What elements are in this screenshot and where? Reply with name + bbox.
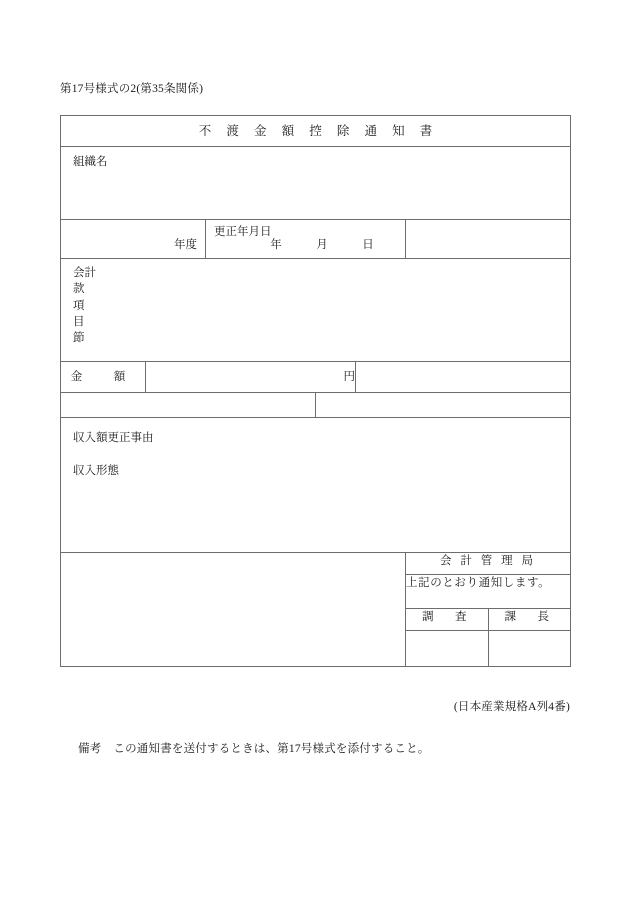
accounting-item-ko: 項	[73, 299, 85, 312]
accounting-item-setsu: 節	[73, 332, 85, 345]
table-row-approval	[61, 553, 571, 667]
correction-date-units	[206, 237, 405, 254]
amount-value-cell[interactable]	[146, 362, 356, 393]
amount-label: 金 額	[70, 370, 136, 383]
approval-table	[406, 553, 570, 666]
approval-column-inspection: 調 査	[406, 609, 488, 631]
approval-row-signatures	[406, 631, 570, 667]
fiscal-year-label: 年度	[174, 239, 197, 252]
approval-box	[406, 553, 571, 667]
correction-date-label: 更正年月日	[214, 226, 272, 238]
reason-label-income-type: 収入形態	[73, 464, 119, 477]
accounting-item-kan: 款	[73, 283, 85, 296]
table-row-fiscal-date	[61, 220, 571, 259]
date-unit-year: 年	[270, 239, 282, 252]
accounting-item-moku: 目	[73, 315, 85, 328]
form-title: 不 渡 金 額 控 除 通 知 書	[198, 123, 439, 138]
approval-column-section-chief: 課 長	[488, 609, 570, 631]
approval-row-note	[406, 575, 570, 609]
fiscal-date-extra-cell[interactable]	[406, 220, 571, 259]
reason-label-correction: 収入額更正事由	[73, 432, 154, 444]
remark-line	[78, 740, 430, 756]
accounting-item-kaikei: 会計	[73, 267, 96, 279]
approval-blank-cell[interactable]	[61, 553, 406, 667]
correction-date-cell[interactable]	[206, 220, 406, 259]
remark-label: 備考	[78, 743, 102, 755]
approval-row-columns	[406, 609, 570, 631]
paper-size-note: (日本産業規格A列4番)	[453, 701, 570, 713]
table-row-title	[61, 116, 571, 147]
table-row-accounting	[61, 259, 571, 362]
approval-signature-inspection[interactable]	[406, 631, 488, 667]
amount-extra-cell[interactable]	[356, 362, 571, 393]
spacer-cell-left[interactable]	[61, 393, 316, 418]
fiscal-year-cell[interactable]	[61, 220, 206, 259]
organization-cell[interactable]	[61, 147, 571, 220]
approval-signature-section-chief[interactable]	[488, 631, 570, 667]
approval-bureau-label: 会 計 管 理 局	[406, 553, 570, 575]
amount-label-cell	[61, 362, 146, 393]
accounting-classification-cell[interactable]	[61, 259, 571, 362]
accounting-classification-list	[61, 259, 570, 347]
table-row-spacer	[61, 393, 571, 418]
date-unit-month: 月	[316, 239, 328, 252]
table-row-organization	[61, 147, 571, 220]
date-unit-day: 日	[362, 239, 374, 252]
approval-row-bureau	[406, 553, 570, 575]
remark-text: この通知書を送付するときは、第17号様式を添付すること。	[113, 743, 430, 755]
amount-currency-unit: 円	[343, 370, 355, 383]
approval-note-text: 上記のとおり通知します。	[406, 575, 570, 609]
reason-cell[interactable]	[61, 418, 571, 553]
form-title-cell	[61, 116, 571, 147]
spacer-cell-right[interactable]	[316, 393, 571, 418]
organization-label: 組織名	[73, 156, 108, 168]
table-row-amount	[61, 362, 571, 393]
form-number-label: 第17号様式の2(第35条関係)	[60, 83, 204, 95]
notice-form-table	[60, 115, 571, 667]
table-row-reason	[61, 418, 571, 553]
reason-list	[61, 418, 570, 479]
